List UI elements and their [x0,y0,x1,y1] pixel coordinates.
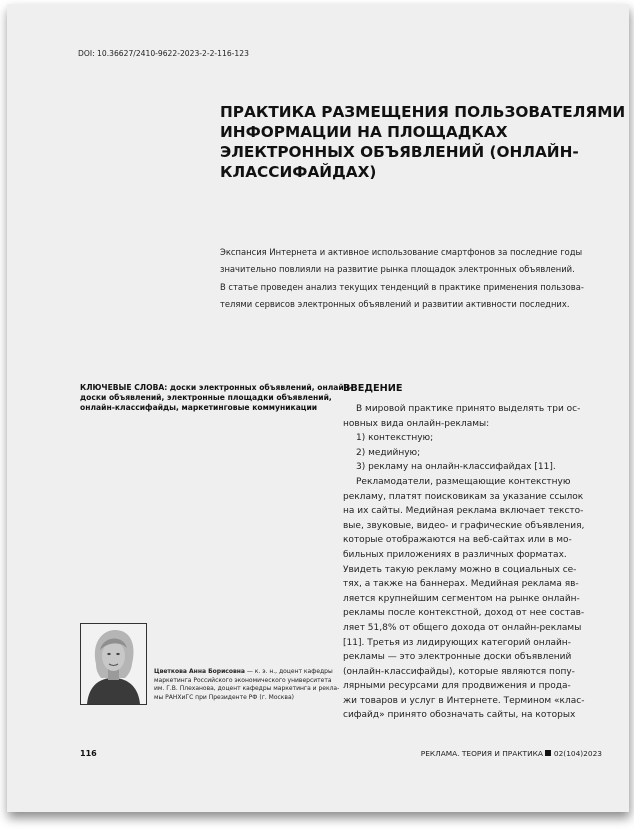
body-line: Рекламодатели, размещающие контекстную [356,476,571,487]
body-line: В мировой практике принято выделять три ос- [356,404,581,414]
keywords-line: КЛЮЧЕВЫЕ СЛОВА: доски электронных объявлений, онлайн- [80,383,353,392]
body-line: ляется крупнейшим сегментом на рынке онлайн- [343,593,580,604]
body-line: новных вида онлайн-рекламы: [343,418,490,429]
journal-name: РЕКЛАМА. ТЕОРИЯ И ПРАКТИКА [420,749,543,758]
body-line: рекламы — это электронные доски объявлений [343,652,572,663]
keywords-line: онлайн-классифайды, маркетинговые коммуникации [80,403,318,412]
author-photo [80,623,147,705]
body-line: (онлайн-классифайды), которые являются попу- [343,666,575,677]
author-title: — к. э. н., доцент кафедры [244,668,333,675]
abstract-line: В статье проведен анализ текущих тенденций в практике применения пользова- [220,281,584,292]
title-line: КЛАССИФАЙДАХ) [220,163,377,181]
page-number: 116 [80,749,97,758]
section-heading: ВВЕДЕНИЕ [343,383,403,394]
keywords [80,383,353,413]
body-line: жи товаров и услуг в Интернете. Термином «клас- [343,695,585,706]
author-line: маркетинга Российского экономического университета [154,676,332,684]
abstract-line: Экспансия Интернета и активное использование смартфонов за последние годы [220,247,583,257]
author-line [154,668,333,677]
doi-label: DOI: 10.36627/2410-9622-2023-2-2-116-123 [78,49,249,58]
author-line: мы РАНХиГС при Президенте РФ (г. Москва) [154,694,294,702]
intro-section [343,383,605,723]
journal-page [7,4,629,812]
body-line: 2) медийную; [356,447,421,458]
body-line: лярными ресурсами для продвижения и прода- [343,681,571,692]
body-line: бильных приложениях в различных форматах. [343,549,567,560]
author-name: Цветкова Анна Борисовна [154,668,245,675]
body-line: Увидеть такую рекламу можно в социальных се- [343,564,577,575]
abstract [220,244,605,313]
body-line: которые отображаются на веб-сайтах или в мо- [343,535,572,546]
body-line: ляет 51,8% от общего дохода от онлайн-рекламы [343,622,582,633]
body-line: вые, звуковые, видео- и графические объявления, [343,520,585,531]
abstract-line: значительно повлияли на развитие рынка площадок электронных объявлений. [220,264,575,275]
author-line: им. Г.В. Плеханова, доцент кафедры маркетинга и рекла- [154,685,340,693]
abstract-line: телями сервисов электронных объявлений и развитии активности последних. [220,298,570,309]
journal-issue: 02(104)2023 [553,749,602,758]
body-text [343,402,605,723]
body-line: тях, а также на баннерах. Медийная реклама яв- [343,579,579,590]
body-line: [11]. Третья из лидирующих категорий онлайн- [343,637,571,648]
keywords-line: доски объявлений, электронные площадки объявлений, [80,393,332,402]
body-line: на их сайты. Медийная реклама включает тексто- [343,506,584,517]
journal-footer [421,749,602,758]
title-line: ЭЛЕКТРОННЫХ ОБЪЯВЛЕНИЙ (ОНЛАЙН- [220,143,579,161]
body-line: 3) рекламу на онлайн-классифайдах [11]. [356,462,556,473]
author-info [154,668,340,703]
body-line: сифайд» принято обозначать сайты, на которых [343,710,576,721]
body-line: рекламу, платят поисковикам за указание ссылок [343,491,584,502]
body-line: рекламы после контекстной, доход от нее состав- [343,608,585,619]
title-line: ИНФОРМАЦИИ НА ПЛОЩАДКАХ [220,123,508,141]
square-separator-icon [545,750,551,756]
article-title [220,102,626,182]
title-line: ПРАКТИКА РАЗМЕЩЕНИЯ ПОЛЬЗОВАТЕЛЯМИ [220,103,626,121]
body-line: 1) контекстную; [356,433,434,444]
